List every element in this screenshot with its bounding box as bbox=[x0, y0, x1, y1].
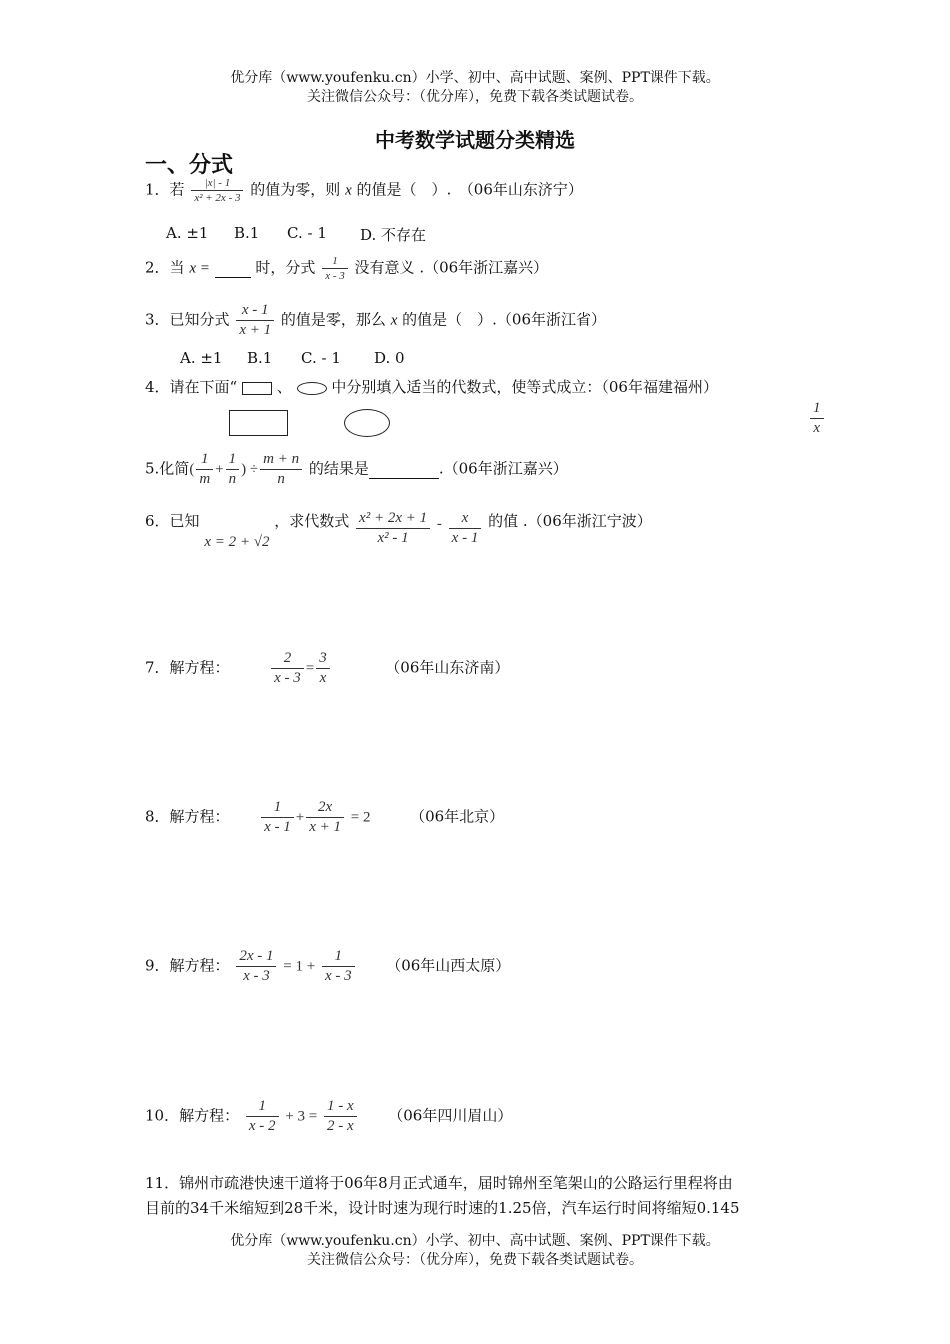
q4-small-rectangle bbox=[242, 382, 272, 395]
q3-option-d: D. 0 bbox=[374, 349, 405, 367]
q5-fraction-b bbox=[226, 451, 240, 488]
q5-b-num: 1 bbox=[228, 451, 237, 467]
q6-mid: ，求代数式 bbox=[274, 512, 350, 530]
q1-prefix: 1．若 bbox=[145, 180, 185, 199]
q10-fraction-b bbox=[324, 1098, 357, 1135]
q1-option-a: A. ±1 bbox=[166, 224, 209, 242]
q4-side-numerator: 1 bbox=[813, 400, 821, 416]
q9-fraction-a bbox=[236, 948, 276, 985]
question-3 bbox=[145, 302, 606, 339]
question-6 bbox=[145, 510, 652, 551]
q10-fraction-a bbox=[246, 1098, 279, 1135]
q3-text-2: 的值是（ ）.（06年浙江省） bbox=[402, 310, 606, 329]
q4-side-frac bbox=[810, 400, 824, 437]
q7-prefix: 7．解方程： bbox=[145, 658, 230, 677]
q4-small-ellipse bbox=[297, 382, 327, 395]
q3-text: 的值是零，那么 bbox=[280, 310, 386, 329]
q1-fraction bbox=[191, 177, 243, 204]
q4-side-denominator: x bbox=[810, 418, 824, 437]
q6-b-num: x bbox=[461, 510, 469, 526]
q3-numerator: x - 1 bbox=[241, 302, 269, 318]
q10-mid: + 3 = bbox=[285, 1108, 318, 1125]
q6-given: x = 2 + √2 bbox=[204, 534, 270, 550]
q2-blank bbox=[215, 259, 251, 278]
q10-source: （06年四川眉山） bbox=[388, 1106, 513, 1125]
q9-fraction-b bbox=[322, 948, 355, 985]
q8-b-num: 2x bbox=[318, 799, 333, 815]
q10-a-num: 1 bbox=[258, 1098, 266, 1114]
q7-fraction-b bbox=[316, 650, 330, 687]
q9-source: （06年山西太原） bbox=[386, 956, 511, 975]
q9-prefix: 9．解方程： bbox=[145, 956, 230, 975]
question-7 bbox=[145, 650, 509, 687]
q1-option-b: B.1 bbox=[234, 224, 260, 242]
q5-text: 的结果是 bbox=[308, 459, 369, 478]
section-heading: 一、分式 bbox=[145, 152, 234, 178]
header-line-1: 优分库（www.youfenku.cn）小学、初中、高中试题、案例、PPT课件下载。 bbox=[230, 70, 720, 86]
q1-numerator: |x| - 1 bbox=[204, 177, 231, 189]
q10-b-num: 1 - x bbox=[327, 1098, 354, 1114]
q5-fraction-a bbox=[196, 451, 213, 488]
q3-option-c: C. - 1 bbox=[301, 349, 341, 367]
question-9 bbox=[145, 948, 510, 985]
q7-source: （06年山东济南） bbox=[385, 658, 510, 677]
q3-prefix: 3．已知分式 bbox=[145, 310, 230, 329]
q3-fraction bbox=[236, 302, 274, 339]
question-8 bbox=[145, 799, 504, 836]
q6-text: 的值 .（06年浙江宁波） bbox=[488, 512, 652, 530]
q1-denominator: x² + 2x - 3 bbox=[191, 190, 243, 204]
q8-source: （06年北京） bbox=[410, 807, 505, 826]
q5-c-num: m + n bbox=[263, 451, 300, 467]
q8-fraction-b bbox=[306, 799, 344, 836]
q5-tail: .（06年浙江嘉兴） bbox=[438, 459, 568, 478]
q5-c-den: n bbox=[260, 469, 302, 488]
q5-blank bbox=[369, 460, 439, 479]
q1-text-2: 的值是（ ）. （06年山东济宁） bbox=[356, 180, 583, 199]
q5-a-num: 1 bbox=[200, 451, 209, 467]
header-line-2: 关注微信公众号：（优分库），免费下载各类试题试卷。 bbox=[307, 89, 643, 105]
q2-text: 没有意义 .（06年浙江嘉兴） bbox=[354, 258, 549, 277]
q4-text: 中分别填入适当的代数式，使等式成立：（06年福建福州） bbox=[331, 378, 718, 396]
question-11-line-1: 11．锦州市疏港快速干道将于06年8月正式通车，届时锦州至笔架山的公路运行里程将由 bbox=[145, 1174, 733, 1192]
q6-prefix: 6．已知 bbox=[145, 512, 200, 530]
q5-prefix: 5.化简 bbox=[145, 459, 190, 478]
q4-separator: 、 bbox=[276, 378, 292, 396]
page-title: 中考数学试题分类精选 bbox=[375, 128, 575, 152]
q7-b-num: 3 bbox=[319, 650, 327, 666]
q6-minus: - bbox=[436, 516, 442, 532]
q7-eq: = bbox=[305, 660, 315, 677]
q2-mid: 时，分式 bbox=[255, 258, 316, 277]
q7-b-den: x bbox=[316, 668, 330, 687]
q1-text: 的值为零，则 bbox=[250, 180, 341, 199]
q3-option-a: A. ±1 bbox=[180, 349, 223, 367]
q8-prefix: 8．解方程： bbox=[145, 807, 230, 826]
q2-denominator: x - 3 bbox=[322, 268, 348, 282]
q10-prefix: 10．解方程： bbox=[145, 1106, 240, 1125]
q7-a-num: 2 bbox=[283, 650, 292, 666]
q6-a-den: x² - 1 bbox=[356, 528, 430, 547]
q9-mid: = 1 + bbox=[283, 958, 316, 975]
q9-a-den: x - 3 bbox=[236, 966, 276, 985]
q1-option-d: D. 不存在 bbox=[360, 226, 427, 244]
q6-fraction-a bbox=[356, 510, 430, 547]
question-1 bbox=[145, 177, 583, 204]
question-2 bbox=[145, 255, 548, 282]
q8-fraction-a bbox=[261, 799, 294, 836]
q8-plus: + bbox=[295, 809, 305, 826]
q6-fraction-b bbox=[449, 510, 482, 547]
question-4 bbox=[145, 376, 718, 397]
footer-line-2: 关注微信公众号：（优分库），免费下载各类试题试卷。 bbox=[307, 1252, 643, 1268]
q1-option-c: C. - 1 bbox=[287, 224, 327, 242]
q9-b-den: x - 3 bbox=[322, 966, 355, 985]
question-10 bbox=[145, 1098, 512, 1135]
q4-prefix: 4．请在下面“ bbox=[145, 378, 238, 396]
q9-a-num: 2x - 1 bbox=[239, 948, 274, 964]
q2-prefix: 2．当 bbox=[145, 258, 185, 277]
q6-b-den: x - 1 bbox=[449, 528, 482, 547]
q3-option-b: B.1 bbox=[247, 349, 273, 367]
q4-side-fraction bbox=[808, 400, 826, 437]
q8-a-den: x - 1 bbox=[261, 817, 294, 836]
q6-a-num: x² + 2x + 1 bbox=[359, 510, 428, 526]
q7-fraction-a bbox=[271, 650, 304, 687]
q2-numerator: 1 bbox=[332, 255, 338, 267]
q4-answer-ellipse bbox=[344, 409, 390, 437]
q7-a-den: x - 3 bbox=[271, 668, 304, 687]
q3-variable: x bbox=[390, 312, 398, 329]
question-11-line-2: 目前的34千米缩短到28千米，设计时速为现行时速的1.25倍，汽车运行时间将缩短0.145 bbox=[145, 1199, 740, 1217]
q5-fraction-c bbox=[260, 451, 302, 488]
q10-b-den: 2 - x bbox=[324, 1116, 357, 1135]
q5-a-den: m bbox=[196, 469, 213, 488]
q10-a-den: x - 2 bbox=[246, 1116, 279, 1135]
q3-denominator: x + 1 bbox=[236, 320, 274, 339]
q8-b-den: x + 1 bbox=[306, 817, 344, 836]
q9-b-num: 1 bbox=[334, 948, 343, 964]
question-5: 5.化简( $\frac{1}{m}$ + $\frac{1}{n}$ ) ÷ $\frac{m + n}{n}$ 的结果是 .（06年浙江嘉兴） bbox=[145, 451, 568, 487]
q8-rhs: = 2 bbox=[350, 809, 371, 826]
q8-a-num: 1 bbox=[273, 799, 282, 815]
q1-variable: x bbox=[345, 182, 352, 199]
q2-equation: x = bbox=[189, 260, 210, 277]
q4-answer-rectangle bbox=[229, 410, 288, 436]
q5-b-den: n bbox=[226, 469, 240, 488]
footer-line-1: 优分库（www.youfenku.cn）小学、初中、高中试题、案例、PPT课件下载。 bbox=[230, 1233, 720, 1249]
q2-fraction bbox=[322, 255, 348, 282]
